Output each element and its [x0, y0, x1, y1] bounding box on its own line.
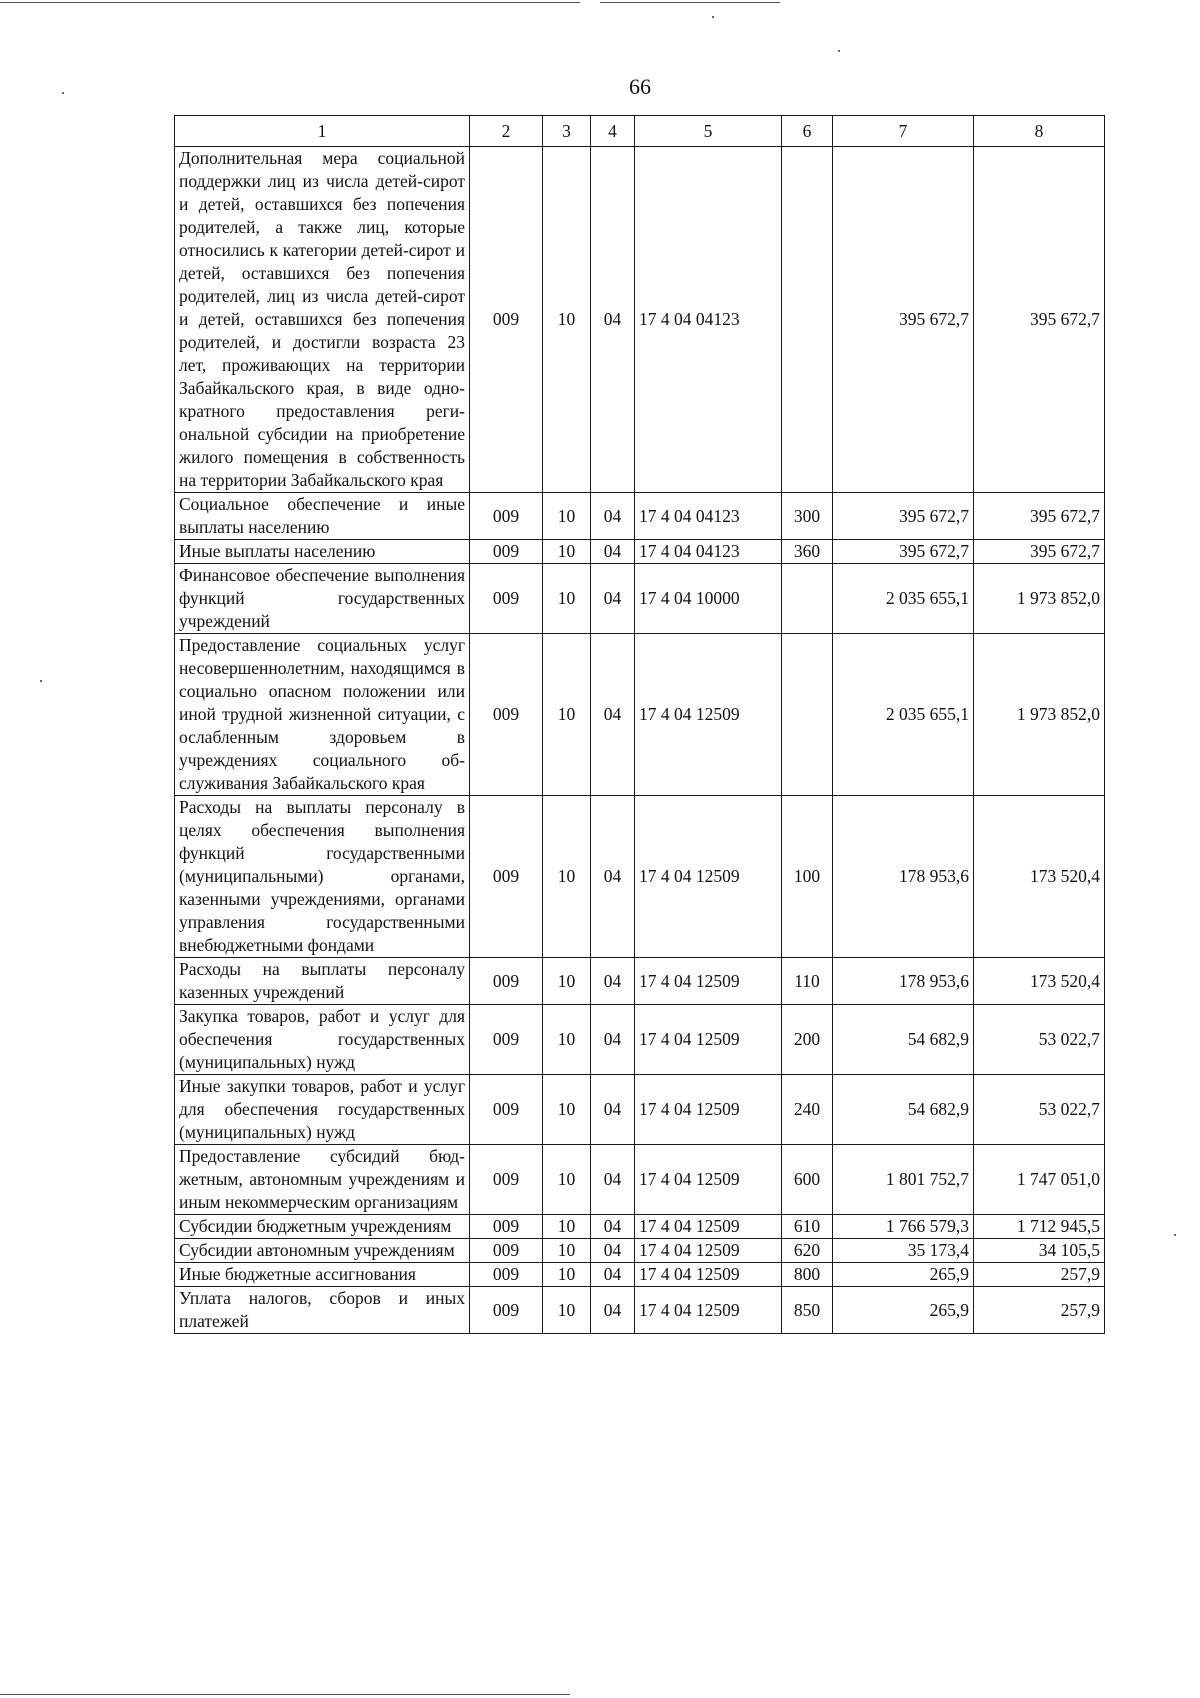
table-row — [175, 564, 1105, 634]
cell-subsection: 04 — [591, 958, 635, 1005]
cell-section: 10 — [543, 1215, 591, 1239]
cell-target-item: 17 4 04 04123 — [635, 147, 782, 493]
cell-ministry-code: 009 — [470, 564, 543, 634]
cell-amount-year-2: 53 022,7 — [974, 1075, 1105, 1145]
table-row — [175, 1075, 1105, 1145]
cell-amount-year-2: 53 022,7 — [974, 1005, 1105, 1075]
cell-section: 10 — [543, 1287, 591, 1334]
cell-section: 10 — [543, 1145, 591, 1215]
cell-target-item: 17 4 04 04123 — [635, 540, 782, 564]
cell-expense-type: 800 — [782, 1263, 833, 1287]
cell-subsection: 04 — [591, 634, 635, 796]
cell-expense-type — [782, 564, 833, 634]
cell-amount-year-2: 1 712 945,5 — [974, 1215, 1105, 1239]
cell-ministry-code: 009 — [470, 540, 543, 564]
cell-section: 10 — [543, 1239, 591, 1263]
cell-ministry-code: 009 — [470, 1239, 543, 1263]
cell-section: 10 — [543, 540, 591, 564]
cell-target-item: 17 4 04 12509 — [635, 1239, 782, 1263]
cell-section: 10 — [543, 796, 591, 958]
cell-amount-year-2: 173 520,4 — [974, 796, 1105, 958]
row-description: Расходы на выплаты персоналу в целях обеспечения выполнения функций государственными (муниципальными) органами, казенными учреждениями, органами управления государственными внебюджетными фондами — [175, 796, 470, 958]
cell-target-item: 17 4 04 12509 — [635, 1145, 782, 1215]
table-row — [175, 1287, 1105, 1334]
cell-amount-year-1: 395 672,7 — [833, 147, 974, 493]
row-description: Дополнительная мера социальной поддержки лиц из числа детей-сирот и детей, оставшихся без попечения родителей, а также лиц, которые относились к категории детей-сирот и детей, оставшихся без попечения родителей, лиц из числа детей-сирот и детей, оставшихся без попечения родителей, и достигли возраста 23 лет, проживающих на территории Забайкальского края, в виде однократного предоставления региональной субсидии на приобретение жилого помещения в собственность на территории Забайкальского края — [175, 147, 470, 493]
cell-amount-year-2: 1 973 852,0 — [974, 564, 1105, 634]
cell-target-item: 17 4 04 04123 — [635, 493, 782, 540]
scan-speck — [712, 16, 714, 18]
column-header: 8 — [974, 116, 1105, 147]
table-row — [175, 796, 1105, 958]
row-description: Субсидии бюджетным учреждениям — [175, 1215, 470, 1239]
table-row — [175, 1215, 1105, 1239]
cell-section: 10 — [543, 1075, 591, 1145]
column-header: 5 — [635, 116, 782, 147]
table-row — [175, 958, 1105, 1005]
cell-amount-year-1: 1 801 752,7 — [833, 1145, 974, 1215]
cell-target-item: 17 4 04 12509 — [635, 1263, 782, 1287]
cell-amount-year-1: 54 682,9 — [833, 1075, 974, 1145]
cell-expense-type: 200 — [782, 1005, 833, 1075]
cell-amount-year-2: 395 672,7 — [974, 540, 1105, 564]
row-description: Предоставление социальных услуг несовершеннолетним, находящимся в социально опасном положении или иной трудной жизненной ситуации, с ослабленным здоровьем в учреждениях социального обслуживания Забайкальского края — [175, 634, 470, 796]
cell-target-item: 17 4 04 12509 — [635, 634, 782, 796]
cell-subsection: 04 — [591, 1287, 635, 1334]
row-description: Иные закупки товаров, работ и услуг для обеспечения государственных (муниципальных) нужд — [175, 1075, 470, 1145]
cell-ministry-code: 009 — [470, 796, 543, 958]
cell-amount-year-2: 257,9 — [974, 1287, 1105, 1334]
cell-subsection: 04 — [591, 1239, 635, 1263]
cell-ministry-code: 009 — [470, 958, 543, 1005]
cell-expense-type: 850 — [782, 1287, 833, 1334]
cell-section: 10 — [543, 634, 591, 796]
cell-target-item: 17 4 04 12509 — [635, 958, 782, 1005]
row-description: Предоставление субсидий бюджетным, автономным учреждениям и иным некоммерческим организациям — [175, 1145, 470, 1215]
cell-section: 10 — [543, 1263, 591, 1287]
cell-subsection: 04 — [591, 1145, 635, 1215]
cell-amount-year-2: 1 747 051,0 — [974, 1145, 1105, 1215]
cell-amount-year-2: 34 105,5 — [974, 1239, 1105, 1263]
table-row — [175, 540, 1105, 564]
column-header: 1 — [175, 116, 470, 147]
cell-amount-year-2: 395 672,7 — [974, 493, 1105, 540]
scan-speck — [838, 50, 840, 52]
cell-amount-year-2: 395 672,7 — [974, 147, 1105, 493]
cell-amount-year-1: 54 682,9 — [833, 1005, 974, 1075]
cell-target-item: 17 4 04 12509 — [635, 1005, 782, 1075]
cell-expense-type: 240 — [782, 1075, 833, 1145]
cell-subsection: 04 — [591, 1263, 635, 1287]
cell-ministry-code: 009 — [470, 1263, 543, 1287]
cell-expense-type: 360 — [782, 540, 833, 564]
cell-subsection: 04 — [591, 1215, 635, 1239]
page-number: 66 — [629, 74, 651, 99]
cell-ministry-code: 009 — [470, 147, 543, 493]
cell-expense-type: 110 — [782, 958, 833, 1005]
column-header: 3 — [543, 116, 591, 147]
cell-amount-year-1: 2 035 655,1 — [833, 634, 974, 796]
table-row — [175, 1145, 1105, 1215]
cell-section: 10 — [543, 493, 591, 540]
row-description: Закупка товаров, работ и услуг для обеспечения государственных (муниципальных) нужд — [175, 1005, 470, 1075]
cell-expense-type: 610 — [782, 1215, 833, 1239]
cell-amount-year-1: 178 953,6 — [833, 796, 974, 958]
cell-expense-type — [782, 147, 833, 493]
cell-section: 10 — [543, 958, 591, 1005]
header-row — [175, 116, 1105, 147]
scan-edge-top — [0, 2, 580, 3]
cell-target-item: 17 4 04 10000 — [635, 564, 782, 634]
row-description: Социальное обеспечение и иные выплаты населению — [175, 493, 470, 540]
scan-speck — [1174, 1234, 1176, 1236]
cell-subsection: 04 — [591, 1005, 635, 1075]
cell-amount-year-1: 178 953,6 — [833, 958, 974, 1005]
column-header: 4 — [591, 116, 635, 147]
cell-amount-year-2: 1 973 852,0 — [974, 634, 1105, 796]
table-row — [175, 493, 1105, 540]
cell-subsection: 04 — [591, 540, 635, 564]
row-description: Иные выплаты населению — [175, 540, 470, 564]
cell-ministry-code: 009 — [470, 1005, 543, 1075]
cell-amount-year-1: 2 035 655,1 — [833, 564, 974, 634]
scan-speck — [40, 680, 42, 682]
cell-amount-year-1: 265,9 — [833, 1263, 974, 1287]
cell-ministry-code: 009 — [470, 1287, 543, 1334]
cell-subsection: 04 — [591, 493, 635, 540]
cell-expense-type — [782, 634, 833, 796]
column-header: 7 — [833, 116, 974, 147]
cell-expense-type: 300 — [782, 493, 833, 540]
cell-subsection: 04 — [591, 564, 635, 634]
row-description: Субсидии автономным учреждениям — [175, 1239, 470, 1263]
row-description: Финансовое обеспечение выполнения функций государственных учреждений — [175, 564, 470, 634]
scan-edge-top-right — [600, 2, 780, 3]
row-description: Расходы на выплаты персоналу казенных учреждений — [175, 958, 470, 1005]
cell-expense-type: 620 — [782, 1239, 833, 1263]
cell-expense-type: 600 — [782, 1145, 833, 1215]
cell-amount-year-1: 1 766 579,3 — [833, 1215, 974, 1239]
table-row — [175, 1005, 1105, 1075]
cell-ministry-code: 009 — [470, 1215, 543, 1239]
cell-amount-year-1: 395 672,7 — [833, 493, 974, 540]
cell-amount-year-1: 395 672,7 — [833, 540, 974, 564]
cell-section: 10 — [543, 1005, 591, 1075]
table-row — [175, 1239, 1105, 1263]
cell-ministry-code: 009 — [470, 1075, 543, 1145]
table-row — [175, 634, 1105, 796]
cell-amount-year-1: 265,9 — [833, 1287, 974, 1334]
cell-section: 10 — [543, 564, 591, 634]
cell-ministry-code: 009 — [470, 634, 543, 796]
cell-target-item: 17 4 04 12509 — [635, 796, 782, 958]
row-description: Иные бюджетные ассигнования — [175, 1263, 470, 1287]
cell-expense-type: 100 — [782, 796, 833, 958]
table-row — [175, 147, 1105, 493]
cell-subsection: 04 — [591, 1075, 635, 1145]
row-description: Уплата налогов, сборов и иных платежей — [175, 1287, 470, 1334]
cell-section: 10 — [543, 147, 591, 493]
cell-amount-year-2: 173 520,4 — [974, 958, 1105, 1005]
cell-subsection: 04 — [591, 796, 635, 958]
cell-ministry-code: 009 — [470, 1145, 543, 1215]
cell-target-item: 17 4 04 12509 — [635, 1287, 782, 1334]
column-header: 2 — [470, 116, 543, 147]
table-row — [175, 1263, 1105, 1287]
budget-table — [174, 115, 1105, 1334]
cell-subsection: 04 — [591, 147, 635, 493]
cell-ministry-code: 009 — [470, 493, 543, 540]
column-header: 6 — [782, 116, 833, 147]
scan-edge-bottom — [0, 1694, 570, 1695]
cell-target-item: 17 4 04 12509 — [635, 1215, 782, 1239]
cell-target-item: 17 4 04 12509 — [635, 1075, 782, 1145]
cell-amount-year-2: 257,9 — [974, 1263, 1105, 1287]
cell-amount-year-1: 35 173,4 — [833, 1239, 974, 1263]
